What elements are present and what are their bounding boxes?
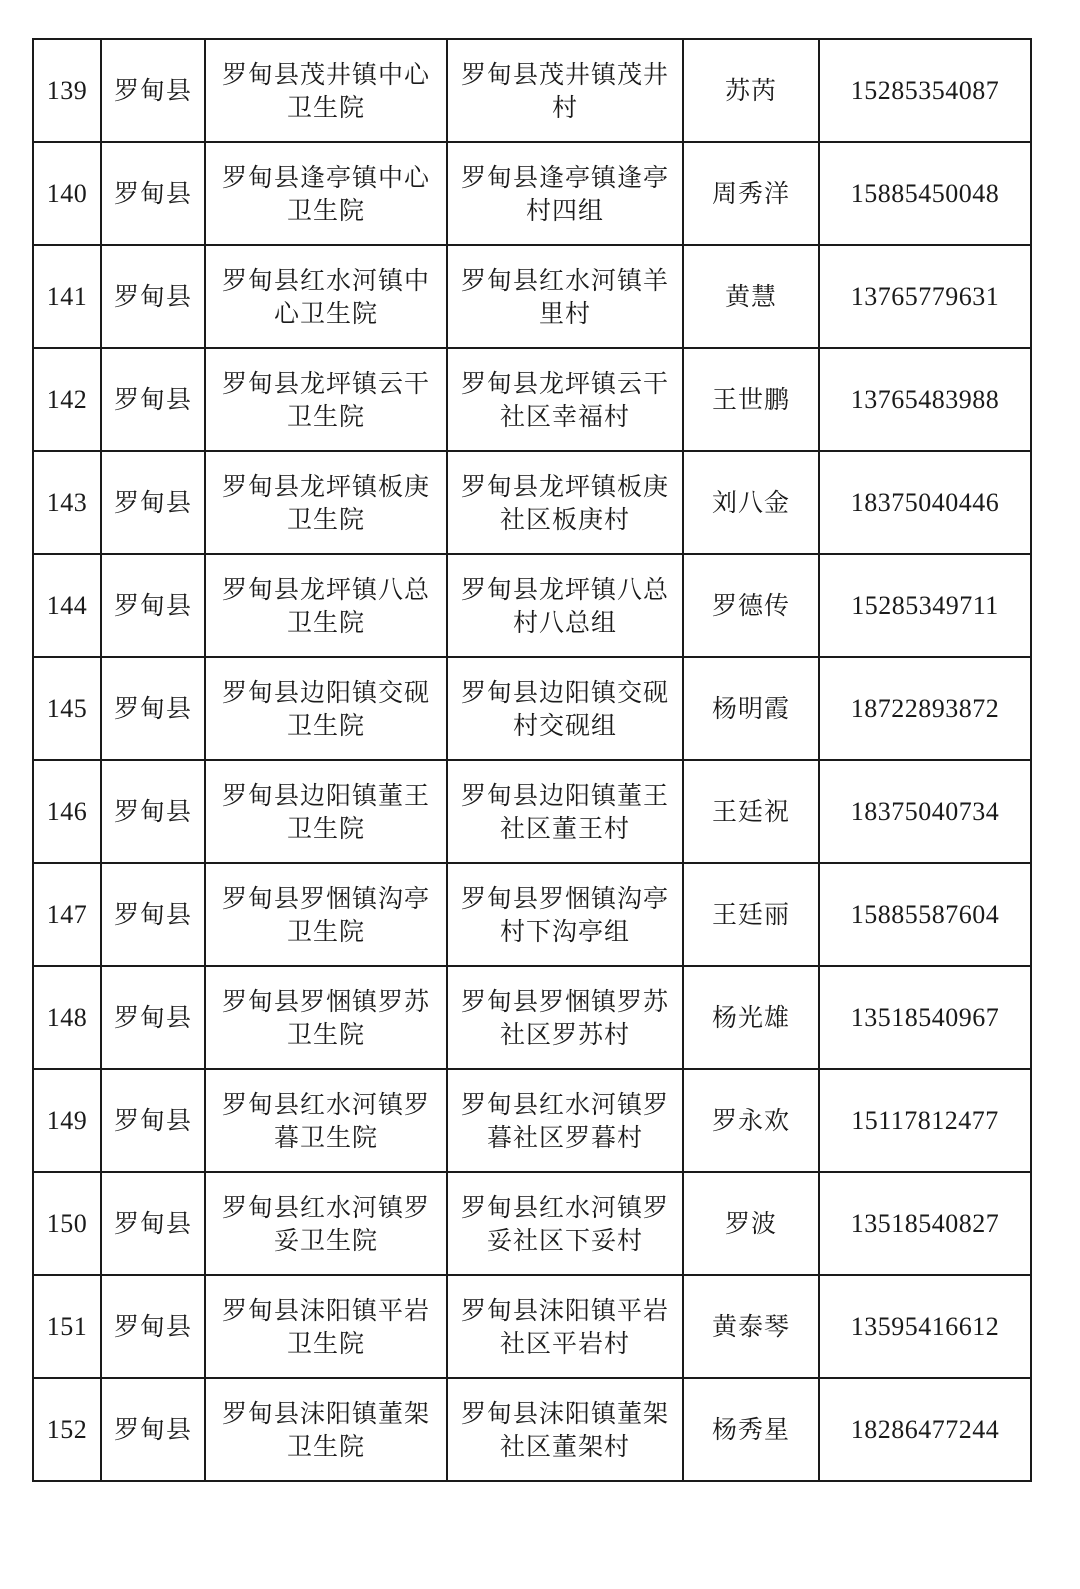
county-cell: 罗甸县	[101, 245, 205, 348]
row-number-cell: 149	[33, 1069, 101, 1172]
county-cell: 罗甸县	[101, 966, 205, 1069]
row-number-cell: 143	[33, 451, 101, 554]
phone-number-cell: 13595416612	[819, 1275, 1031, 1378]
institution-cell: 罗甸县龙坪镇八总卫生院	[205, 554, 447, 657]
row-number-cell: 151	[33, 1275, 101, 1378]
table-row	[33, 1378, 1031, 1481]
table-row	[33, 966, 1031, 1069]
phone-number-cell: 15885450048	[819, 142, 1031, 245]
institution-cell: 罗甸县龙坪镇云干卫生院	[205, 348, 447, 451]
institution-cell: 罗甸县边阳镇交砚卫生院	[205, 657, 447, 760]
contact-name-cell: 黄泰琴	[683, 1275, 819, 1378]
table-row	[33, 554, 1031, 657]
contact-name-cell: 王廷祝	[683, 760, 819, 863]
table-row	[33, 245, 1031, 348]
county-cell: 罗甸县	[101, 657, 205, 760]
contact-name-cell: 杨秀星	[683, 1378, 819, 1481]
contact-name-cell: 王廷丽	[683, 863, 819, 966]
phone-number-cell: 13518540967	[819, 966, 1031, 1069]
table-row	[33, 451, 1031, 554]
address-cell: 罗甸县茂井镇茂井村	[447, 39, 683, 142]
row-number-cell: 145	[33, 657, 101, 760]
table-row	[33, 657, 1031, 760]
phone-number-cell: 15285354087	[819, 39, 1031, 142]
address-cell: 罗甸县沫阳镇平岩社区平岩村	[447, 1275, 683, 1378]
table-row	[33, 1069, 1031, 1172]
table-row	[33, 348, 1031, 451]
address-cell: 罗甸县红水河镇罗暮社区罗暮村	[447, 1069, 683, 1172]
address-cell: 罗甸县红水河镇罗妥社区下妥村	[447, 1172, 683, 1275]
phone-number-cell: 15117812477	[819, 1069, 1031, 1172]
contact-name-cell: 罗德传	[683, 554, 819, 657]
contact-name-cell: 杨光雄	[683, 966, 819, 1069]
address-cell: 罗甸县边阳镇交砚村交砚组	[447, 657, 683, 760]
county-cell: 罗甸县	[101, 554, 205, 657]
phone-number-cell: 18286477244	[819, 1378, 1031, 1481]
table-row	[33, 1172, 1031, 1275]
contact-table-container	[32, 38, 1030, 1482]
address-cell: 罗甸县龙坪镇板庚社区板庚村	[447, 451, 683, 554]
row-number-cell: 140	[33, 142, 101, 245]
institution-cell: 罗甸县边阳镇董王卫生院	[205, 760, 447, 863]
row-number-cell: 141	[33, 245, 101, 348]
institution-cell: 罗甸县罗悃镇罗苏卫生院	[205, 966, 447, 1069]
row-number-cell: 150	[33, 1172, 101, 1275]
table-row	[33, 760, 1031, 863]
row-number-cell: 139	[33, 39, 101, 142]
address-cell: 罗甸县沫阳镇董架社区董架村	[447, 1378, 683, 1481]
row-number-cell: 146	[33, 760, 101, 863]
row-number-cell: 152	[33, 1378, 101, 1481]
table-row	[33, 142, 1031, 245]
row-number-cell: 148	[33, 966, 101, 1069]
county-cell: 罗甸县	[101, 863, 205, 966]
institution-cell: 罗甸县红水河镇罗妥卫生院	[205, 1172, 447, 1275]
county-cell: 罗甸县	[101, 348, 205, 451]
table-row	[33, 1275, 1031, 1378]
phone-number-cell: 13518540827	[819, 1172, 1031, 1275]
institution-cell: 罗甸县沫阳镇董架卫生院	[205, 1378, 447, 1481]
contact-name-cell: 罗波	[683, 1172, 819, 1275]
institution-cell: 罗甸县红水河镇罗暮卫生院	[205, 1069, 447, 1172]
phone-number-cell: 15285349711	[819, 554, 1031, 657]
phone-number-cell: 15885587604	[819, 863, 1031, 966]
institution-cell: 罗甸县沫阳镇平岩卫生院	[205, 1275, 447, 1378]
contact-name-cell: 杨明霞	[683, 657, 819, 760]
contact-name-cell: 苏芮	[683, 39, 819, 142]
phone-number-cell: 18375040734	[819, 760, 1031, 863]
address-cell: 罗甸县红水河镇羊里村	[447, 245, 683, 348]
county-cell: 罗甸县	[101, 1275, 205, 1378]
county-cell: 罗甸县	[101, 142, 205, 245]
phone-number-cell: 13765779631	[819, 245, 1031, 348]
row-number-cell: 144	[33, 554, 101, 657]
county-cell: 罗甸县	[101, 1172, 205, 1275]
county-cell: 罗甸县	[101, 39, 205, 142]
county-cell: 罗甸县	[101, 1378, 205, 1481]
address-cell: 罗甸县罗悃镇罗苏社区罗苏村	[447, 966, 683, 1069]
institution-cell: 罗甸县龙坪镇板庚卫生院	[205, 451, 447, 554]
institution-cell: 罗甸县红水河镇中心卫生院	[205, 245, 447, 348]
address-cell: 罗甸县逢亭镇逢亭村四组	[447, 142, 683, 245]
table-body	[33, 39, 1031, 1481]
phone-number-cell: 18722893872	[819, 657, 1031, 760]
address-cell: 罗甸县边阳镇董王社区董王村	[447, 760, 683, 863]
contact-name-cell: 王世鹏	[683, 348, 819, 451]
institution-cell: 罗甸县茂井镇中心卫生院	[205, 39, 447, 142]
contact-name-cell: 周秀洋	[683, 142, 819, 245]
address-cell: 罗甸县罗悃镇沟亭村下沟亭组	[447, 863, 683, 966]
contact-table	[32, 38, 1032, 1482]
table-row	[33, 39, 1031, 142]
address-cell: 罗甸县龙坪镇云干社区幸福村	[447, 348, 683, 451]
institution-cell: 罗甸县逢亭镇中心卫生院	[205, 142, 447, 245]
county-cell: 罗甸县	[101, 451, 205, 554]
row-number-cell: 142	[33, 348, 101, 451]
institution-cell: 罗甸县罗悃镇沟亭卫生院	[205, 863, 447, 966]
contact-name-cell: 刘八金	[683, 451, 819, 554]
row-number-cell: 147	[33, 863, 101, 966]
phone-number-cell: 13765483988	[819, 348, 1031, 451]
contact-name-cell: 罗永欢	[683, 1069, 819, 1172]
table-row	[33, 863, 1031, 966]
phone-number-cell: 18375040446	[819, 451, 1031, 554]
address-cell: 罗甸县龙坪镇八总村八总组	[447, 554, 683, 657]
county-cell: 罗甸县	[101, 1069, 205, 1172]
county-cell: 罗甸县	[101, 760, 205, 863]
contact-name-cell: 黄慧	[683, 245, 819, 348]
